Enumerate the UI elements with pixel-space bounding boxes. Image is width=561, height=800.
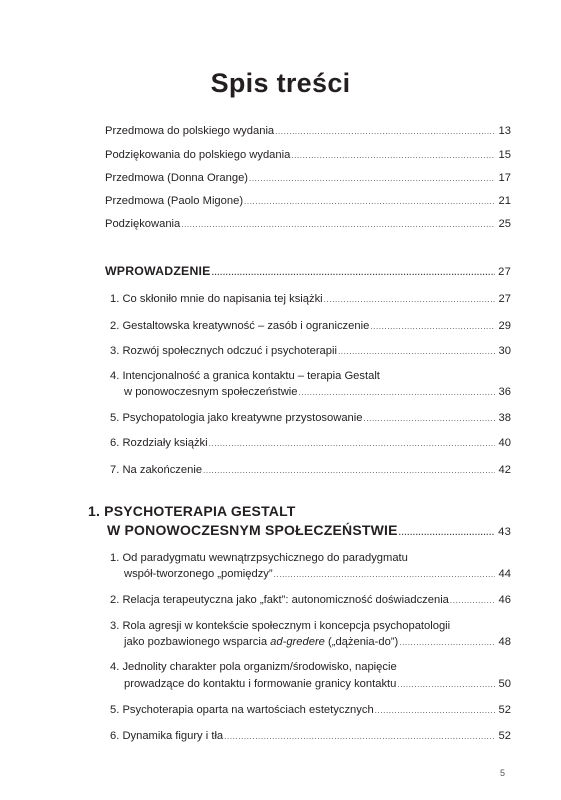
toc-entry-page: 15 (498, 149, 511, 161)
toc-entry-title: Przedmowa do polskiego wydania (105, 125, 275, 137)
toc-entry[interactable] (110, 703, 511, 718)
toc-entry[interactable] (110, 436, 511, 451)
toc-entry[interactable] (124, 635, 511, 650)
toc-entry[interactable] (110, 344, 511, 359)
toc-entry-page: 44 (498, 568, 511, 580)
page-number: 5 (500, 768, 506, 778)
toc-entry-title-line1: 3. Rola agresji w kontekście społecznym i koncepcja psychopatologii (110, 620, 451, 632)
toc-entry[interactable] (110, 463, 511, 478)
dot-leader (244, 195, 495, 209)
toc-entry-page: 52 (498, 704, 511, 716)
toc-entry-page: 29 (498, 320, 511, 332)
toc-entry-page: 40 (498, 437, 511, 449)
toc-entry-page: 48 (498, 636, 511, 648)
toc-entry[interactable] (124, 677, 511, 692)
dot-leader (324, 293, 495, 307)
toc-entry-page: 13 (498, 125, 511, 137)
toc-entry-title: 6. Dynamika figury i tła (110, 730, 224, 742)
dot-leader (370, 320, 495, 334)
dot-leader (399, 636, 495, 650)
dot-leader (181, 218, 495, 232)
toc-entry[interactable] (110, 729, 511, 744)
toc-entry-title: 3. Rozwój społecznych odczuć i psychoterapii (110, 345, 337, 357)
page-title: Spis treści (210, 68, 351, 98)
toc-entry[interactable] (110, 319, 511, 334)
dot-leader (224, 730, 495, 744)
toc-entry-title: 5. Psychopatologia jako kreatywne przystosowanie (110, 412, 363, 424)
toc-entry[interactable] (110, 411, 511, 426)
toc-entry-page: 50 (498, 678, 511, 690)
section-title: WPROWADZENIE (105, 264, 211, 278)
chapter-title-line2: W PONOWOCZESNYM SPOŁECZEŃSTWIE (107, 522, 398, 538)
chapter-page: 43 (498, 526, 511, 538)
toc-entry-title: 7. Na zakończenie (110, 464, 203, 476)
toc-entry-title-line2-pre: jako pozbawionego wsparcia (124, 636, 271, 648)
toc-entry[interactable] (124, 385, 511, 400)
toc-entry-page: 42 (498, 464, 511, 476)
toc-entry[interactable] (110, 292, 511, 307)
toc-entry-title-line2-italic: ad-gredere (270, 636, 325, 648)
dot-leader (203, 464, 495, 478)
toc-entry-title: 2. Gestaltowska kreatywność – zasób i ograniczenie (110, 320, 370, 332)
toc-entry-page: 21 (498, 195, 511, 207)
dot-leader (299, 386, 496, 400)
section-heading-introduction[interactable] (105, 264, 511, 280)
dot-leader (399, 526, 495, 540)
toc-entry-page: 46 (498, 594, 511, 606)
toc-entry-page: 27 (498, 293, 511, 305)
dot-leader (291, 149, 495, 163)
toc-entry-title-line2: współ-tworzonego „pomiędzy” (124, 568, 273, 580)
dot-leader (375, 704, 495, 718)
toc-entry-page: 25 (498, 218, 511, 230)
toc-entry[interactable] (105, 171, 511, 186)
dot-leader (397, 678, 495, 692)
toc-entry[interactable] (105, 148, 511, 163)
toc-entry-page: 36 (498, 386, 511, 398)
toc-entry-title: Przedmowa (Donna Orange) (105, 172, 249, 184)
toc-entry[interactable] (105, 194, 511, 209)
toc-entry[interactable] (110, 593, 511, 608)
dot-leader (274, 568, 495, 582)
toc-entry-title: Przedmowa (Paolo Migone) (105, 195, 244, 207)
toc-entry-title-line1: 4. Jednolity charakter pola organizm/środowisko, napięcie (110, 661, 397, 673)
toc-entry-page: 17 (498, 172, 511, 184)
dot-leader (275, 125, 495, 139)
toc-entry-title-line2: w ponowoczesnym społeczeństwie (124, 386, 298, 398)
toc-entry-page: 30 (498, 345, 511, 357)
toc-entry[interactable] (124, 567, 511, 582)
toc-entry-title: 6. Rozdziały książki (110, 437, 208, 449)
toc-entry-page: 52 (498, 730, 511, 742)
toc-entry-title: Podziękowania (105, 218, 181, 230)
toc-entry[interactable] (105, 124, 511, 139)
toc-entry-title: 5. Psychoterapia oparta na wartościach estetycznych (110, 704, 374, 716)
toc-entry-title: 2. Relacja terapeutyczna jako „fakt”: autonomiczność doświadczenia (110, 594, 449, 606)
toc-entry-title-line2 (124, 635, 398, 649)
dot-leader (249, 172, 495, 186)
toc-entry-page: 38 (498, 412, 511, 424)
dot-leader (209, 437, 495, 451)
toc-entry-title-line1: 4. Intencjonalność a granica kontaktu – terapia Gestalt (110, 370, 380, 382)
toc-entry-title: 1. Co skłoniło mnie do napisania tej książki (110, 293, 323, 305)
toc-entry-title: Podziękowania do polskiego wydania (105, 149, 291, 161)
chapter-heading-1[interactable] (107, 523, 511, 540)
toc-entry-title-line2: prowadzące do kontaktu i formowanie granicy kontaktu (124, 678, 397, 690)
dot-leader (212, 266, 495, 280)
dot-leader (363, 412, 495, 426)
section-page: 27 (498, 266, 511, 278)
toc-entry-title-line2-post: („dążenia-do”) (324, 636, 399, 648)
toc-entry[interactable] (105, 217, 511, 232)
dot-leader (338, 345, 495, 359)
dot-leader (450, 594, 495, 608)
chapter-title-line1: 1. PSYCHOTERAPIA GESTALT (88, 503, 296, 519)
toc-entry-title-line1: 1. Od paradygmatu wewnątrzpsychicznego do paradygmatu (110, 552, 408, 564)
